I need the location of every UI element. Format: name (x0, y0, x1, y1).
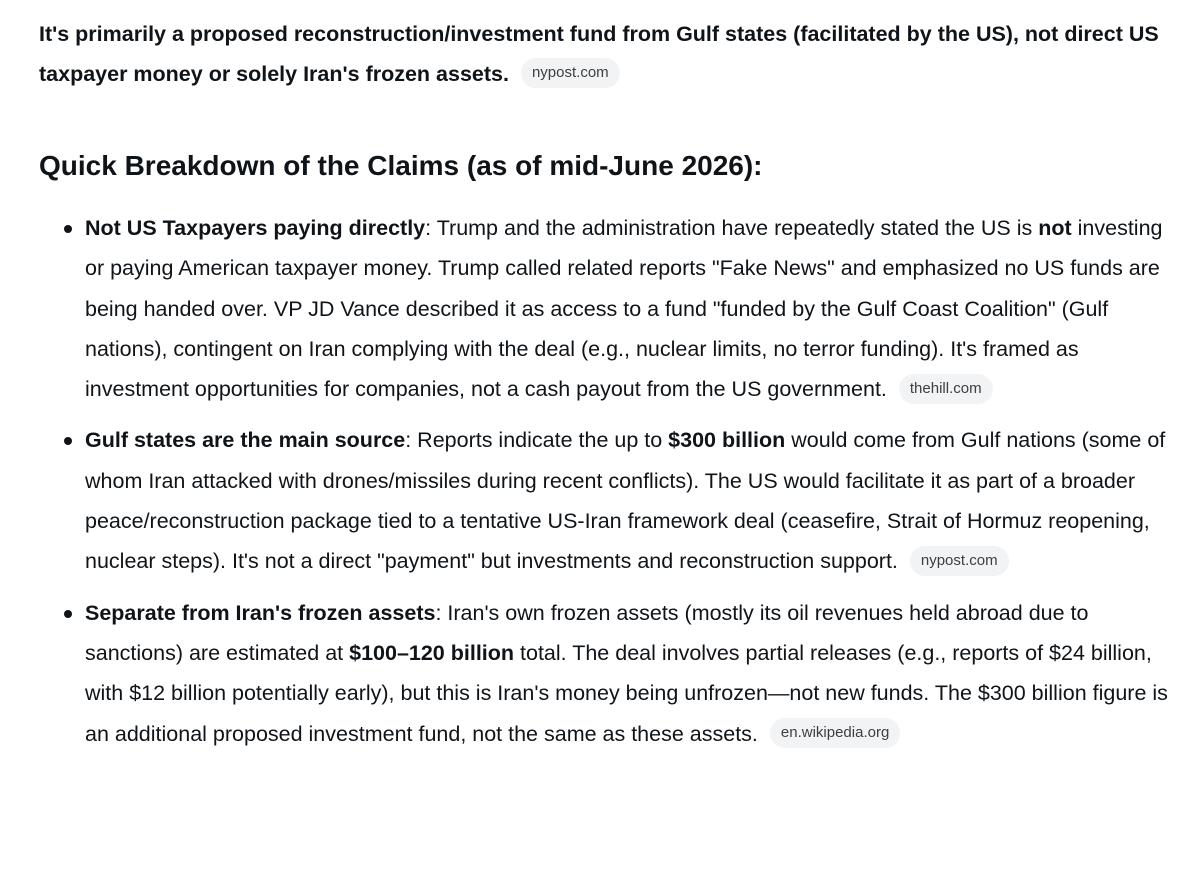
bullet-text: : Iran's own frozen assets (mostly its oil revenues held abroad due to sanctions) are estimated at (85, 600, 1089, 665)
source-chip-nypost[interactable]: nypost.com (521, 58, 620, 88)
intro-paragraph (39, 14, 1169, 94)
bullet-emphasis: $300 billion (668, 428, 786, 453)
claims-list (39, 208, 1169, 754)
section-heading: Quick Breakdown of the Claims (as of mid-June 2026): (39, 150, 763, 181)
bullet-emphasis: $100–120 billion (349, 640, 515, 665)
list-item (39, 208, 1169, 409)
bullet-text: : Reports indicate the up to (405, 428, 669, 453)
bullet-text: would come from Gulf nations (some of whom Iran attacked with drones/missiles during recent conflicts). The US would facilitate it as part of a broader peace/reconstruction package tied to a tentative US-Iran framework deal (ceasefire, Strait of Hormuz reopening, nuclear steps). It's not a direct "payment" but investments and reconstruction support. (85, 428, 1166, 574)
bullet-text: total. The deal involves partial releases (e.g., reports of $24 billion, with $12 billion potentially early), but this is Iran's money being unfrozen—not new funds. The $300 billion figure is an additional proposed investment fund, not the same as these assets. (85, 640, 1168, 746)
source-chip-thehill[interactable]: thehill.com (899, 374, 993, 404)
bullet-title: Not US Taxpayers paying directly (85, 216, 426, 240)
bullet-text: : Trump and the administration have repeatedly stated the US is (425, 216, 1039, 240)
bullet-title: Separate from Iran's frozen assets (85, 600, 436, 625)
bullet-icon (64, 437, 72, 445)
bullet-icon (64, 610, 72, 618)
intro-text: It's primarily a proposed reconstruction/investment fund from Gulf states (facilitated by the US), not direct US taxpayer money or solely Iran's frozen assets. (39, 22, 1159, 86)
list-item (39, 593, 1169, 754)
list-item (39, 420, 1169, 581)
bullet-emphasis: not (1038, 216, 1072, 240)
bullet-icon (64, 225, 72, 233)
response-content (39, 0, 1169, 765)
source-chip-nypost[interactable]: nypost.com (910, 546, 1009, 576)
source-chip-wikipedia[interactable]: en.wikipedia.org (770, 718, 900, 748)
bullet-text: investing or paying American taxpayer money. Trump called related reports "Fake News" and emphasized no US funds are being handed over. VP JD Vance described it as access to a fund "funded by the Gulf Coast Coalition" (Gulf nations), contingent on Iran complying with the deal (e.g., nuclear limits, no terror funding). It's framed as investment opportunities for companies, not a cash payout from the US government. (85, 216, 1163, 402)
bullet-title: Gulf states are the main source (85, 428, 406, 453)
